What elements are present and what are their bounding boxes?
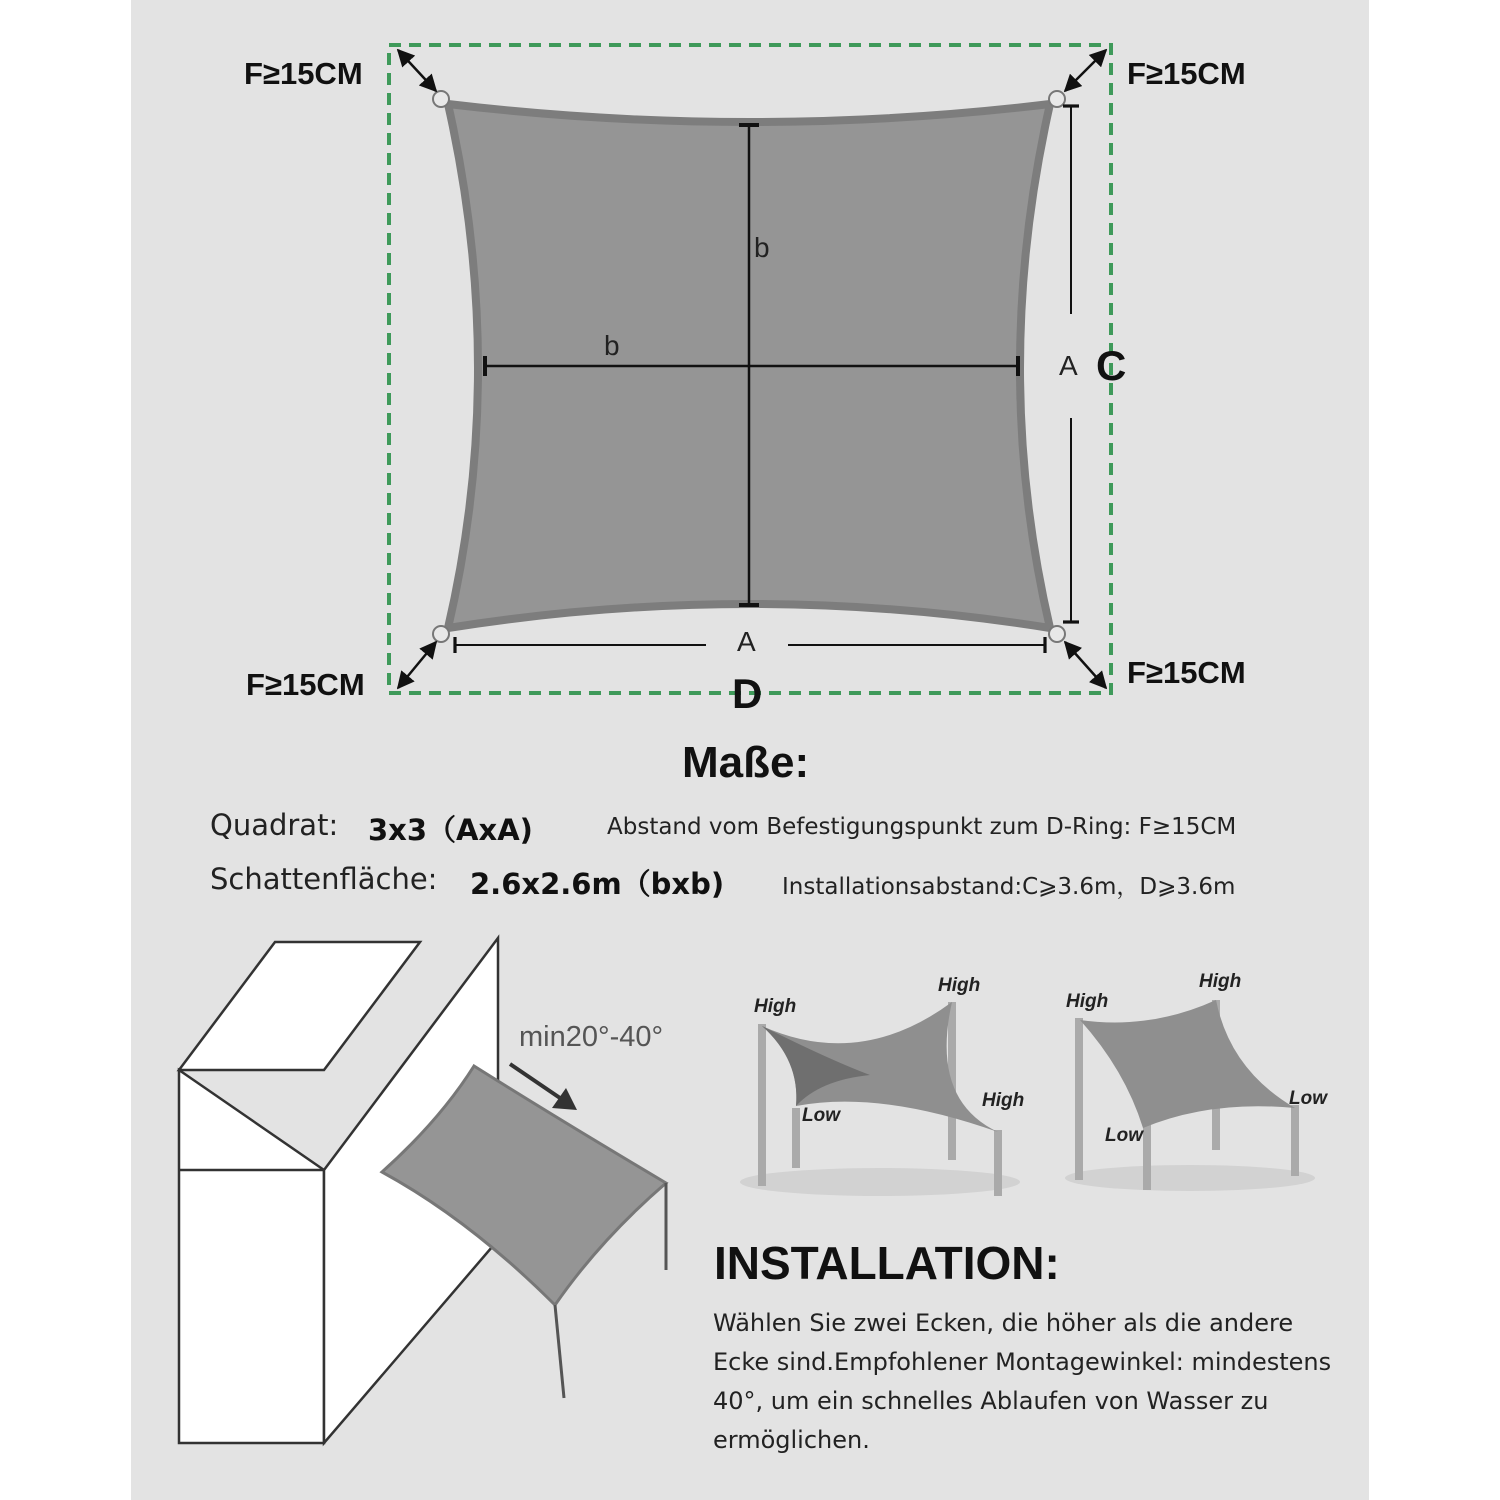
height-label: A xyxy=(1059,350,1078,381)
shade-label-vertical: b xyxy=(754,232,770,263)
example2-high-top: High xyxy=(1199,971,1242,992)
measurements-title: Maße: xyxy=(682,738,810,787)
corner-distance-label-top-right: F≥15CM xyxy=(1127,56,1246,91)
install-width-label: D xyxy=(732,670,763,717)
corner-distance-label-top-left: F≥15CM xyxy=(244,56,363,91)
example1-high-left: High xyxy=(754,996,797,1017)
distance-note: Abstand vom Befestigungspunkt zum D-Ring: F≥15CM xyxy=(607,814,1237,840)
installation-title: INSTALLATION: xyxy=(714,1237,1060,1289)
example1-high-right: High xyxy=(982,1090,1025,1111)
angle-label: min20°-40° xyxy=(519,1021,664,1053)
corner-distance-label-bottom-right: F≥15CM xyxy=(1127,655,1246,690)
example2-low-left: Low xyxy=(1105,1125,1143,1146)
square-label: Quadrat: xyxy=(210,808,339,842)
corner-distance-label-bottom-left: F≥15CM xyxy=(246,667,365,702)
angle-arrowhead-icon xyxy=(552,1088,577,1110)
install-distance-note: Installationsabstand:C⩾3.6m，D⩾3.6m xyxy=(782,874,1236,900)
install-height-label: C xyxy=(1096,342,1127,389)
support-pole-bottom xyxy=(555,1305,564,1398)
square-value: 3x3（AxA) xyxy=(368,813,533,847)
width-label: A xyxy=(737,626,756,657)
example1-high-top: High xyxy=(938,975,981,996)
example1-low: Low xyxy=(802,1105,840,1126)
shade-area-label: Schattenfläche: xyxy=(210,862,438,896)
installation-text: Wählen Sie zwei Ecken, die höher als die andere Ecke sind.Empfohlener Montagewinkel: mindestens 40°, um ein schnelles Ablaufen von Wasser zu ermöglichen. xyxy=(713,1309,1332,1454)
shade-label-horizontal: b xyxy=(604,330,620,361)
example2-low-right: Low xyxy=(1289,1088,1327,1109)
example2-high-left: High xyxy=(1066,991,1109,1012)
shade-example-2 xyxy=(1065,1000,1315,1191)
shade-example-1 xyxy=(740,1002,1020,1196)
shade-area-value: 2.6x2.6m（bxb) xyxy=(470,867,725,901)
